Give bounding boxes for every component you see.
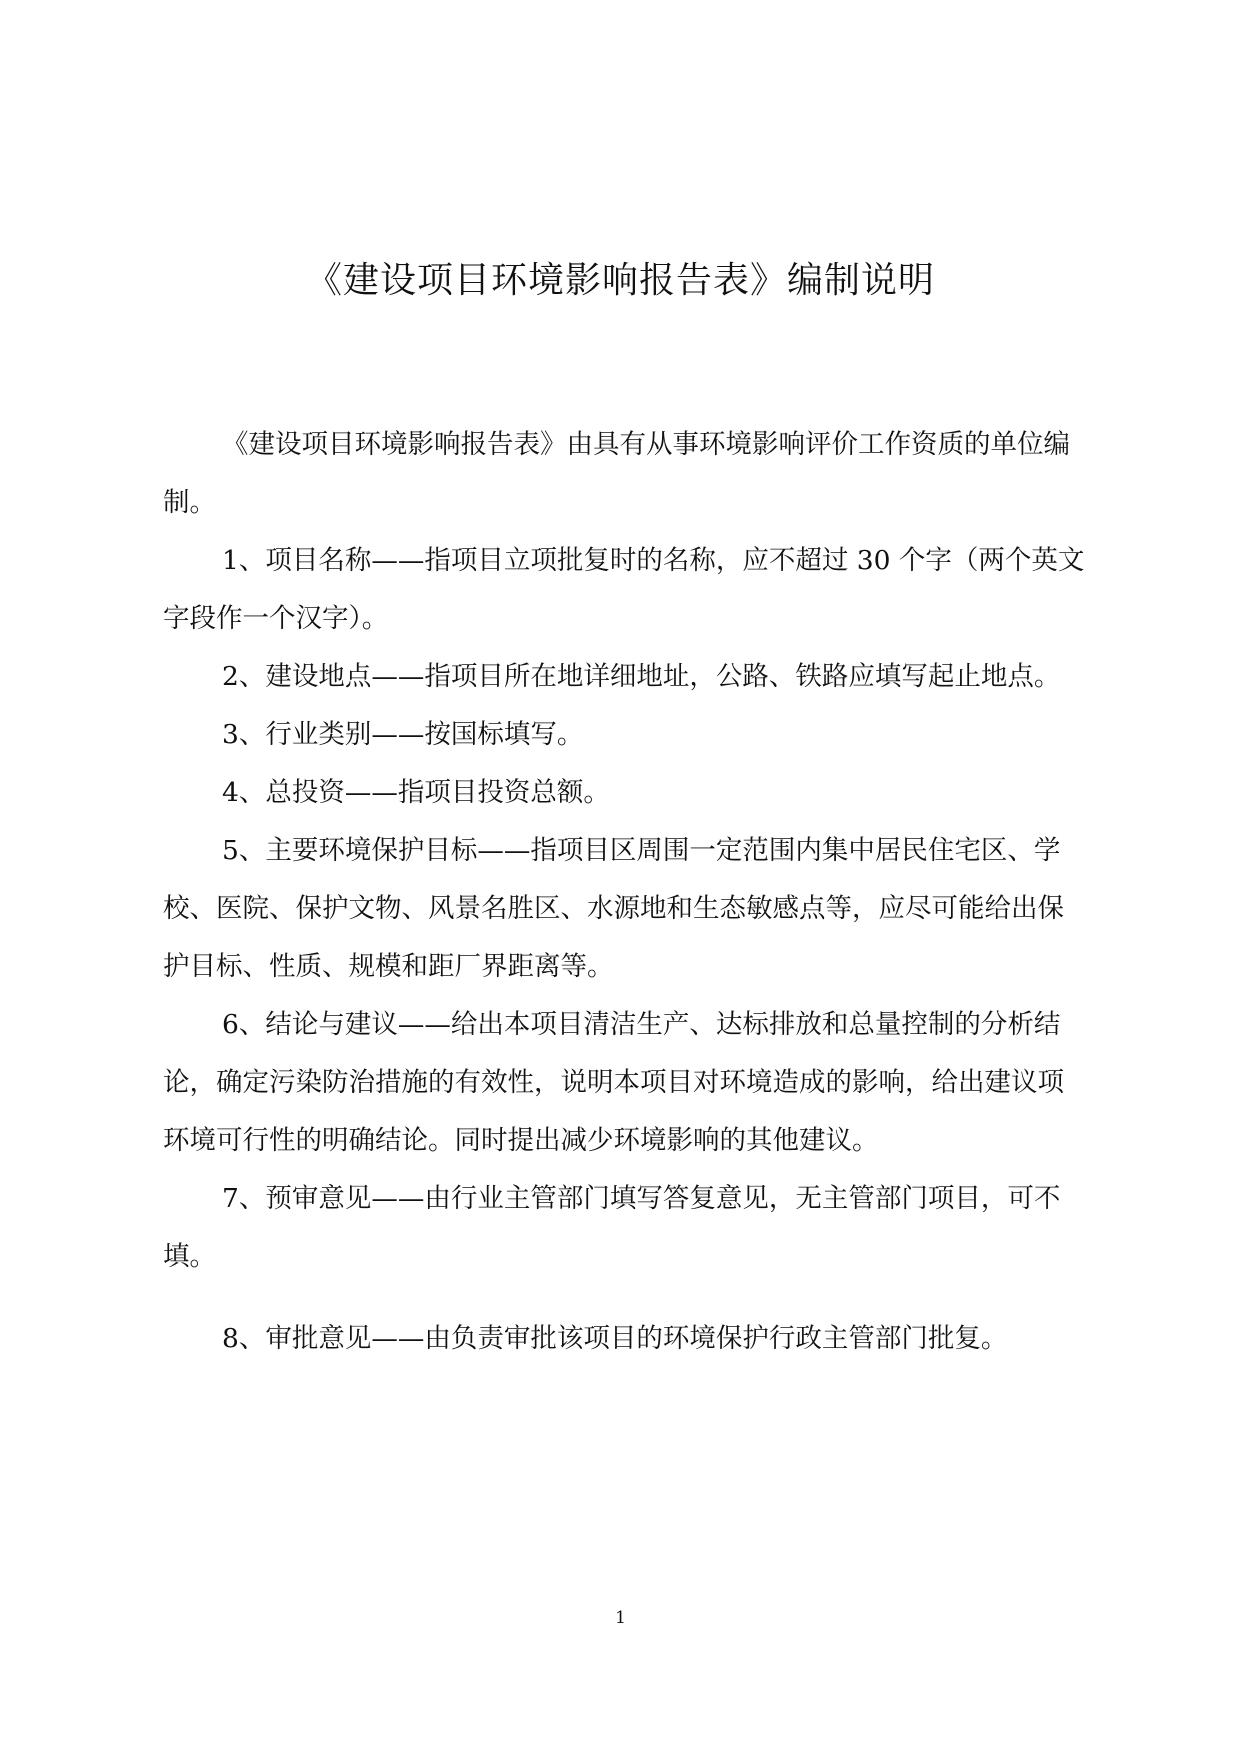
- item-approval-opinion: 8、审批意见——由负责审批该项目的环境保护行政主管部门批复。: [222, 1323, 1008, 1354]
- item-total-investment: 4、总投资——指项目投资总额。: [222, 777, 610, 808]
- item-construction-site: 2、建设地点——指项目所在地详细地址，公路、铁路应填写起止地点。: [222, 661, 1061, 692]
- item-conclusions-suggestions: 6、结论与建议——给出本项目清洁生产、达标排放和总量控制的分析结论，确定污染防治措施的有效性，说明本项目对环境造成的影响，给出建议项环境可行性的明确结论。同时提出减少环境影响的其他建议。: [163, 1009, 1064, 1156]
- item-protection-targets: 5、主要环境保护目标——指项目区周围一定范围内集中居民住宅区、学校、医院、保护文物、风景名胜区、水源地和生态敏感点等，应尽可能给出保护目标、性质、规模和距厂界距离等。: [163, 835, 1064, 982]
- item-industry-category: 3、行业类别——按国标填写。: [222, 719, 584, 750]
- page-number: 1: [615, 1608, 626, 1628]
- intro-paragraph: 《建设项目环境影响报告表》由具有从事环境影响评价工作资质的单位编制。: [163, 429, 1070, 518]
- document-body: [163, 416, 1087, 1368]
- item-project-name: 1、项目名称——指项目立项批复时的名称，应不超过 30 个字（两个英文字段作一个汉字）。: [163, 545, 1085, 634]
- document-title: 《建设项目环境影响报告表》编制说明: [305, 260, 935, 301]
- item-preliminary-review: 7、预审意见——由行业主管部门填写答复意见，无主管部门项目，可不填。: [163, 1183, 1061, 1272]
